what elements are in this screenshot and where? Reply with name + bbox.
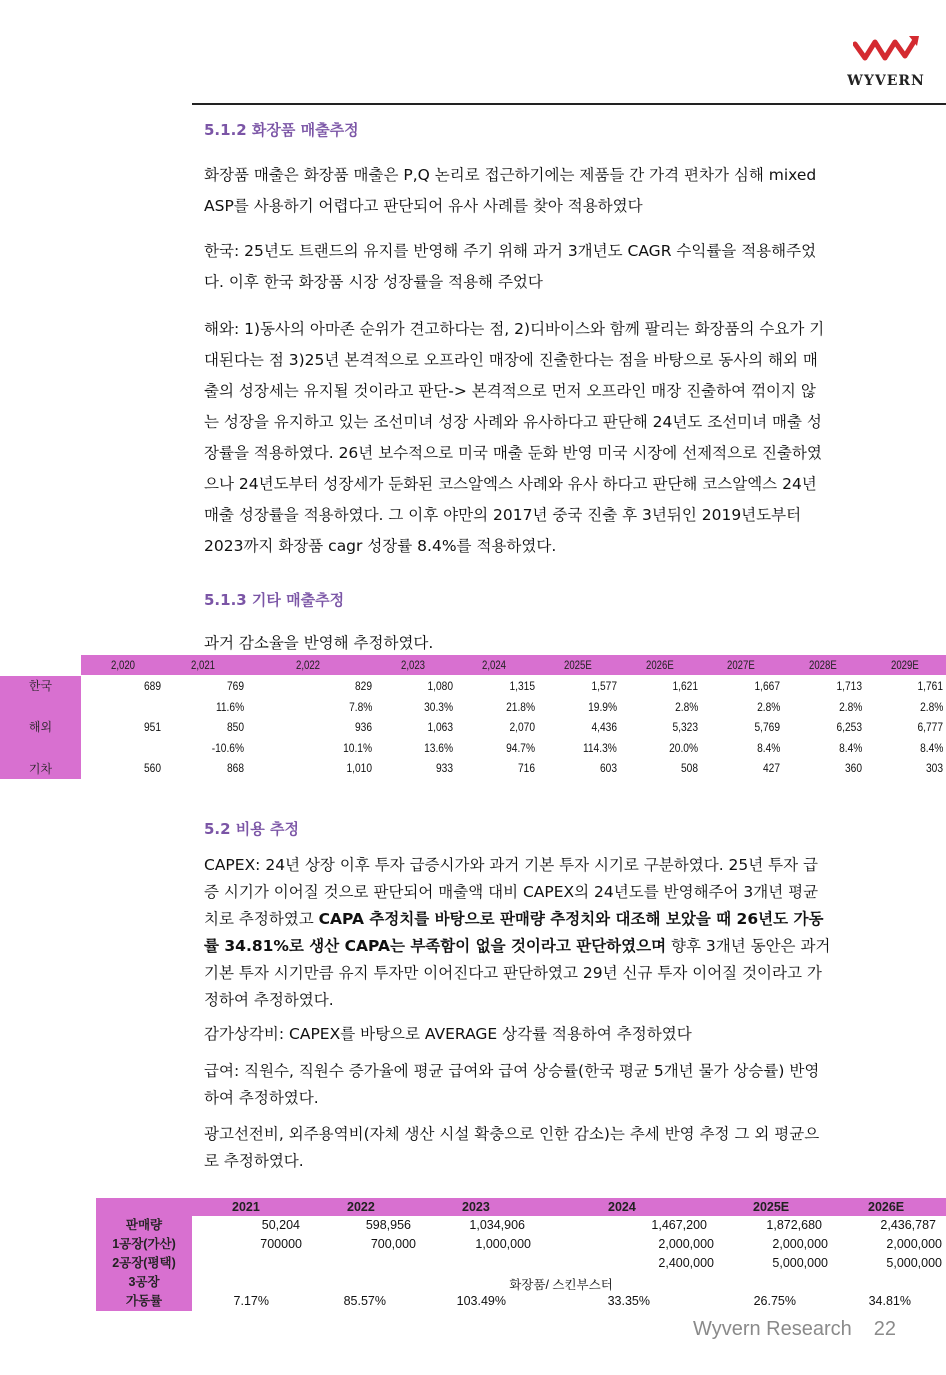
year-header: 2028E — [809, 658, 837, 672]
wyvern-logo-icon — [853, 34, 919, 66]
text-line: 출의 성장세는 유지될 것이라고 판단-> 본격적으로 먼저 오프라인 매장 진출하여 꺾이지 않 — [204, 382, 816, 400]
page-number: 22 — [873, 1318, 897, 1340]
table-cell: 303 — [925, 761, 943, 775]
table-cell: 360 — [844, 761, 862, 775]
table-cell: 7.17% — [233, 1294, 269, 1308]
table-cell: 2,000,000 — [772, 1237, 828, 1251]
text-line — [204, 933, 896, 960]
table-cell: 6,253 — [836, 720, 862, 734]
table-cell: 1,467,200 — [651, 1218, 707, 1232]
table-cell: 700000 — [260, 1237, 302, 1251]
table-cell: 689 — [143, 679, 161, 693]
table-cell: 1,010 — [346, 761, 372, 775]
table-cell: 8.4% — [838, 741, 862, 755]
text-line: 해와: 1)동사의 아마존 순위가 견고하다는 점, 2)디바이스와 함께 팔리는 화장품의 수요가 기 — [204, 320, 825, 338]
text-line: 화장품 매출은 화장품 매출은 P,Q 논리로 접근하기에는 제품들 간 가격 편차가 심해 mixed — [204, 166, 817, 184]
table-cell: 30.3% — [424, 700, 453, 714]
table-cell: 560 — [143, 761, 161, 775]
year-header: 2029E — [891, 658, 919, 672]
table-cell: 85.57% — [343, 1294, 386, 1308]
text-line: 정하여 추정하였다. — [204, 991, 334, 1009]
year-header: 2,024 — [482, 658, 507, 672]
table-cell: 936 — [354, 720, 372, 734]
table-cell: 868 — [226, 761, 244, 775]
table-cell: 1,761 — [917, 679, 943, 693]
year-header: 2026E — [646, 658, 674, 672]
table-cell: 10.1% — [343, 741, 372, 755]
table-cell: 6,777 — [917, 720, 943, 734]
text-line: 장률을 적용하였다. 26년 보수적으로 미국 매출 둔화 반영 미국 시장에 선제적으로 진출하였 — [204, 444, 822, 462]
year-header: 2,023 — [401, 658, 426, 672]
year-header: 2021 — [232, 1200, 260, 1214]
table-cell: 19.9% — [588, 700, 617, 714]
row-label-sales-volume: 판매량 — [96, 1216, 192, 1235]
table-cell: 1,063 — [427, 720, 453, 734]
table-cell: 850 — [226, 720, 244, 734]
table-cell: 114.3% — [583, 741, 617, 755]
logo-text: WYVERN — [847, 73, 925, 89]
year-header: 2022 — [347, 1200, 375, 1214]
table-cell: 50,204 — [261, 1218, 300, 1232]
paragraph-cosmetics-intro — [204, 160, 896, 222]
table-cell: 11.6% — [215, 700, 244, 714]
table-cell: 2.8% — [919, 700, 943, 714]
paragraph-other-revenue: 과거 감소율을 반영해 추정하였다. — [204, 634, 434, 652]
year-header: 2,022 — [296, 658, 321, 672]
table-cell: 1,000,000 — [475, 1237, 531, 1251]
text-line: 2023까지 화장품 cagr 성장률 8.4%를 적용하였다. — [204, 537, 557, 555]
year-header: 2023 — [462, 1200, 490, 1214]
row-label-utilization: 가동률 — [96, 1292, 192, 1311]
row-label-korea: 한국 — [0, 676, 81, 717]
text-run: 향후 3개년 동안은 과거 — [666, 937, 831, 955]
text-line: 급여: 직원수, 직원수 증가율에 평균 급여와 급여 상승률(한국 평균 5개년 물가 상승률) 반영 — [204, 1062, 820, 1080]
table-cell: 829 — [354, 679, 372, 693]
table-cell: 2,000,000 — [886, 1237, 942, 1251]
plant-3-note: 화장품/ 스킨부스터 — [509, 1278, 613, 1292]
wyvern-logo — [845, 34, 927, 90]
table-cell: 2.8% — [756, 700, 780, 714]
table-cell: 94.7% — [506, 741, 535, 755]
text-line: ASP를 사용하기 어렵다고 판단되어 유사 사례를 찾아 적용하였다 — [204, 197, 643, 215]
table-cell: 8.4% — [756, 741, 780, 755]
year-header: 2027E — [727, 658, 755, 672]
section-title-5-2: 5.2 비용 추정 — [204, 820, 299, 838]
text-run-bold: 률 34.81%로 생산 CAPA는 부족함이 없을 것이라고 판단하였으며 — [204, 937, 667, 955]
text-line: CAPEX: 24년 상장 이후 투자 급증시가와 과거 기본 투자 시기로 구분하였다. 25년 투자 급 — [204, 856, 819, 874]
table-cell: 34.81% — [868, 1294, 911, 1308]
table-cell: 933 — [435, 761, 453, 775]
table-cell: 33.35% — [607, 1294, 650, 1308]
table-cell: 508 — [680, 761, 698, 775]
text-line: 대된다는 점 3)25년 본격적으로 오프라인 매장에 진출한다는 점을 바탕으로 동사의 해외 매 — [204, 351, 818, 369]
table-cell: 1,621 — [672, 679, 698, 693]
table-cell: 5,000,000 — [886, 1256, 942, 1270]
table-cell: 2.8% — [838, 700, 862, 714]
table-cell: 1,034,906 — [469, 1218, 525, 1232]
section-title-5-1-2: 5.1.2 화장품 매출추정 — [204, 121, 359, 139]
table-cell: 5,000,000 — [772, 1256, 828, 1270]
table-cell: 2,436,787 — [880, 1218, 936, 1232]
year-header: 2,020 — [111, 658, 136, 672]
table-cell: 1,577 — [591, 679, 617, 693]
revenue-table-header — [81, 655, 946, 675]
table-cell: 598,956 — [365, 1218, 411, 1232]
text-line: 하여 추정하였다. — [204, 1089, 319, 1107]
page-footer — [693, 1318, 896, 1341]
table-cell: 2,070 — [509, 720, 535, 734]
text-line: 증 시기가 이어질 것으로 판단되어 매출액 대비 CAPEX의 24년도를 반영해주어 3개년 평균 — [204, 883, 819, 901]
text-line: 는 성장을 유지하고 있는 조선미녀 성장 사례와 유사하다고 판단해 24년도 조선미녀 매출 성 — [204, 413, 822, 431]
table-cell: 1,080 — [427, 679, 453, 693]
paragraph-depreciation: 감가상각비: CAPEX를 바탕으로 AVERAGE 상각률 적용하여 추정하였다 — [204, 1025, 692, 1043]
table-cell: 951 — [143, 720, 161, 734]
table-cell: 26.75% — [753, 1294, 796, 1308]
paragraph-capex — [204, 852, 896, 1014]
table-cell: 13.6% — [424, 741, 453, 755]
year-header: 2025E — [753, 1200, 790, 1214]
paragraph-korea — [204, 236, 896, 298]
table-cell: 2.8% — [674, 700, 698, 714]
row-label-plant-3: 3공장 — [96, 1273, 192, 1292]
text-run: 치로 추정하였고 — [204, 910, 319, 928]
table-cell: 1,713 — [836, 679, 862, 693]
table-cell: 5,323 — [672, 720, 698, 734]
table-cell: 1,315 — [509, 679, 535, 693]
year-header: 2,021 — [191, 658, 216, 672]
table-cell: 769 — [226, 679, 244, 693]
text-line: 다. 이후 한국 화장품 시장 성장률을 적용해 주었다 — [204, 273, 543, 291]
text-line: 으나 24년도부터 성장세가 둔화된 코스알엑스 사례와 유사 하다고 판단해 코스알엑스 24년 — [204, 475, 817, 493]
table-cell: 5,769 — [754, 720, 780, 734]
capacity-table-header — [96, 1198, 946, 1216]
paragraph-salary — [204, 1058, 896, 1112]
table-cell: 21.8% — [506, 700, 535, 714]
table-cell: 700,000 — [370, 1237, 416, 1251]
row-label-other: 기차 — [0, 758, 81, 779]
header-rule — [192, 103, 946, 105]
table-cell: 1,667 — [754, 679, 780, 693]
text-line: 한국: 25년도 트랜드의 유지를 반영해 주기 위해 과거 3개년도 CAGR 수익률을 적용해주었 — [204, 242, 817, 260]
text-line: 기본 투자 시기만큼 유지 투자만 이어진다고 판단하였고 29년 신규 투자 이어질 것이라고 가 — [204, 964, 822, 982]
text-line: 로 추정하였다. — [204, 1152, 304, 1170]
table-cell: 8.4% — [919, 741, 943, 755]
table-cell: 4,436 — [591, 720, 617, 734]
table-cell: 716 — [517, 761, 535, 775]
row-label-plant-2: 2공장(평택) — [96, 1254, 192, 1273]
table-cell: 427 — [762, 761, 780, 775]
table-cell: 20.0% — [669, 741, 698, 755]
table-cell: 603 — [599, 761, 617, 775]
text-line: 광고선전비, 외주용역비(자체 생산 시설 확충으로 인한 감소)는 추세 반영 추정 그 외 평균으 — [204, 1125, 820, 1143]
year-header: 2026E — [868, 1200, 905, 1214]
table-cell: 7.8% — [348, 700, 372, 714]
footer-brand: Wyvern Research — [693, 1318, 852, 1340]
table-cell: 103.49% — [456, 1294, 506, 1308]
row-label-plant-1: 1공장(가산) — [96, 1235, 192, 1254]
row-label-overseas: 해외 — [0, 717, 81, 758]
table-cell: -10.6% — [211, 741, 244, 755]
section-title-5-1-3: 5.1.3 기타 매출추정 — [204, 591, 345, 609]
table-cell: 2,400,000 — [658, 1256, 714, 1270]
text-line — [204, 906, 896, 933]
text-run-bold: CAPA 추정치를 바탕으로 판매량 추정치와 대조해 보았을 때 26년도 가동 — [318, 910, 824, 928]
paragraph-overseas — [204, 314, 896, 562]
text-line: 매출 성장률을 적용하였다. 그 이후 야만의 2017년 중국 진출 후 3년뒤인 2019년도부터 — [204, 506, 802, 524]
year-header: 2024 — [608, 1200, 636, 1214]
year-header: 2025E — [564, 658, 592, 672]
table-cell: 2,000,000 — [658, 1237, 714, 1251]
table-cell: 1,872,680 — [766, 1218, 822, 1232]
paragraph-advertising — [204, 1121, 896, 1175]
